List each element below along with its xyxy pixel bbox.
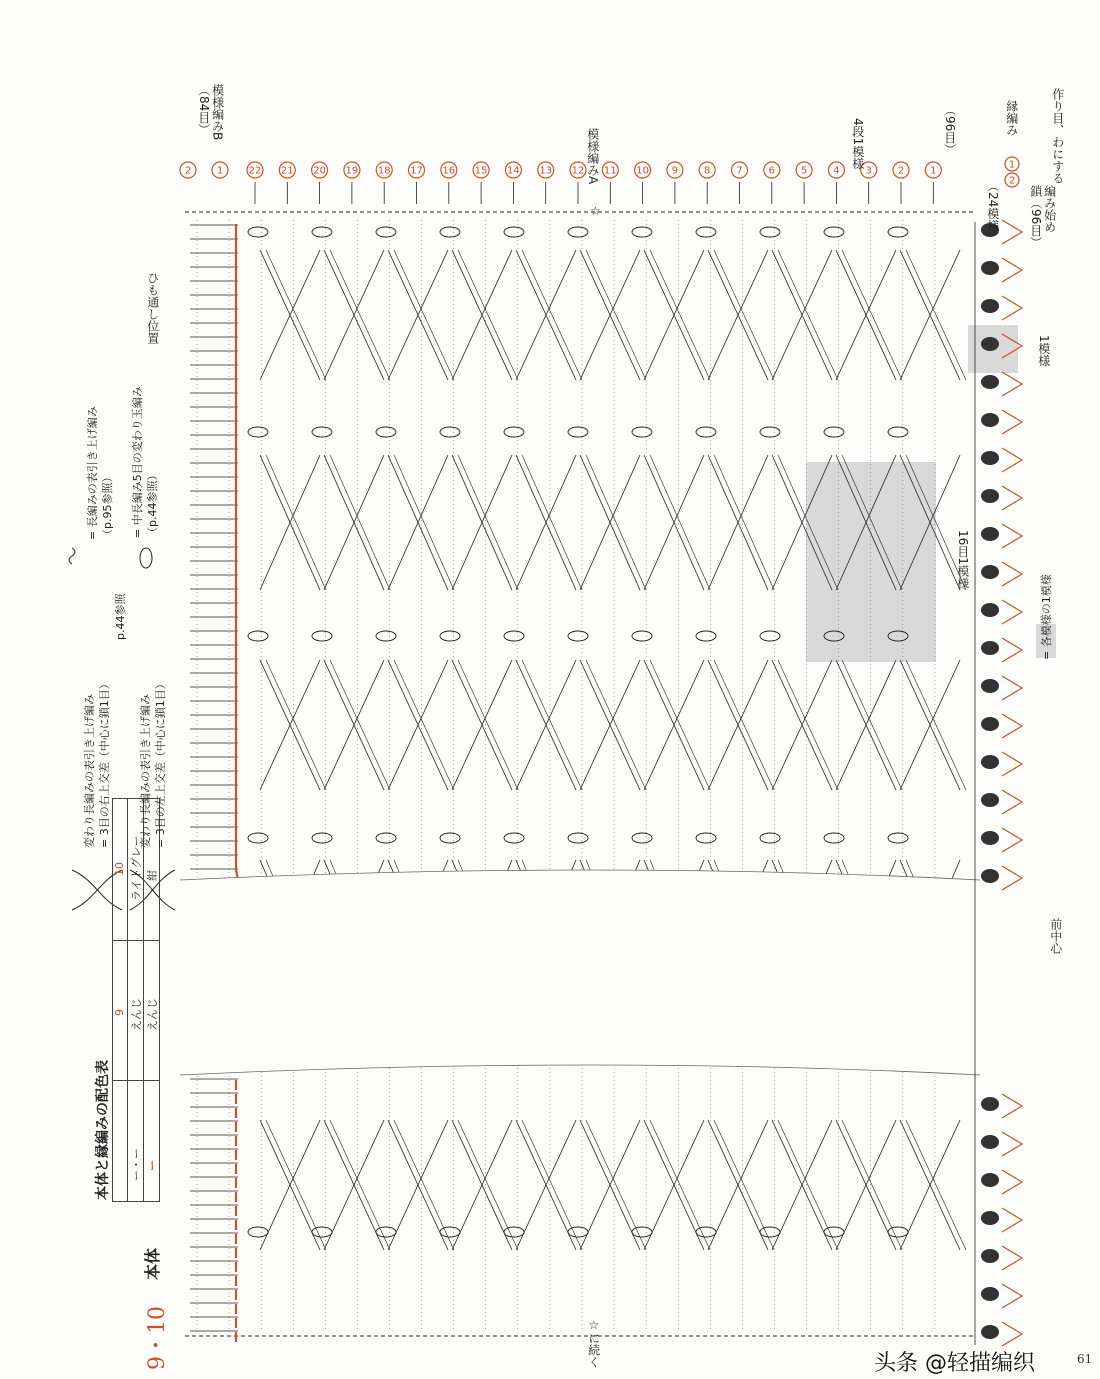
cable-cross [458, 660, 518, 790]
puff-stitch [888, 427, 908, 437]
pattern-number: 9・10 [145, 1306, 170, 1370]
table-col-10: 10 [113, 862, 126, 876]
edge-bobble [981, 565, 999, 579]
cable-cross [650, 1120, 710, 1250]
puff-stitch [504, 1227, 524, 1237]
page-number: 61 [1077, 1352, 1093, 1366]
edge-label: 縁編み [1004, 100, 1019, 136]
cable-cross [778, 1120, 838, 1250]
row-number-text: 14 [507, 165, 520, 177]
edge-note: 作り目、わにする [1050, 88, 1065, 184]
cable-cross [522, 1120, 582, 1250]
edge-row-text: 2 [1008, 175, 1016, 187]
cable-cross [586, 660, 646, 790]
puff-stitch [888, 1227, 908, 1237]
row-number-text: 8 [704, 165, 711, 177]
row-number-text: 10 [636, 165, 649, 177]
edge-bobble [981, 375, 999, 389]
edge-bobble [981, 603, 999, 617]
edge-zigzag [1002, 790, 1022, 814]
post-dc-icon [69, 548, 75, 564]
edge-zigzag [1002, 220, 1022, 244]
edge-zigzag [1002, 258, 1022, 282]
puff-stitch [760, 427, 780, 437]
continue-label: ☆に続く [586, 1318, 601, 1368]
puff-stitch [760, 1227, 780, 1237]
edge-zigzag [1002, 1284, 1022, 1308]
puff-stitch [696, 833, 716, 843]
cable-cross [330, 660, 390, 790]
puff-stitch [696, 1227, 716, 1237]
edge-bobble [981, 679, 999, 693]
puff-stitch [248, 833, 268, 843]
row-number-text: 4 [833, 165, 840, 177]
puff-stitch [440, 427, 460, 437]
row-number-text: 20 [313, 165, 326, 177]
cable-cross [522, 455, 582, 590]
row-number-text: 17 [410, 165, 423, 177]
puff-stitch [312, 227, 332, 237]
edge-zigzag [1002, 1246, 1022, 1270]
puff-stitch [312, 427, 332, 437]
color-table-heading: 本体と縁編みの配色表 [95, 1060, 111, 1200]
puff-stitch [312, 631, 332, 641]
row-number-text: 3 [865, 165, 872, 177]
edge-repeat-label: （24模様） [985, 180, 1000, 244]
row-number-text: 11 [603, 165, 617, 177]
puff-stitch [632, 427, 652, 437]
front-center-label: 前中心 [1048, 918, 1063, 954]
puff-stitch [696, 227, 716, 237]
table-c10-1: ライトグレー [130, 835, 143, 901]
puff-stitch [376, 1227, 396, 1237]
cable-cross [778, 660, 838, 790]
cable-cross [522, 660, 582, 790]
cable-cross [842, 250, 902, 380]
puff-stitch [568, 833, 588, 843]
edge-bobble [981, 1173, 999, 1187]
row-number-text: 7 [736, 165, 743, 177]
puff-stitch [376, 833, 396, 843]
puff-stitch [504, 833, 524, 843]
puff-stitch [824, 227, 844, 237]
edge-bobble [981, 755, 999, 769]
puff-stitch [504, 227, 524, 237]
edge-zigzag [1002, 828, 1022, 852]
cable-cross [266, 1120, 326, 1250]
watermark: 头条 @轻描编织 [874, 1351, 1035, 1376]
puff-stitch [888, 227, 908, 237]
edge-zigzag [1002, 524, 1022, 548]
legend-puff: = 中長編み5目の変わり玉編み （p.44参照） [131, 386, 160, 538]
edge-bobble [981, 1249, 999, 1263]
pattern-b-label: 模様編みB （84目） [196, 84, 225, 141]
legend-cross-left: 変わり長編みの表引き上げ編み = 3目の左上交差（中心に鎖1目） [139, 678, 168, 848]
cable-cross [842, 660, 902, 790]
puff-stitch [248, 631, 268, 641]
cable-cross [586, 1120, 646, 1250]
edge-bobble [981, 1097, 999, 1111]
edge-bobble [981, 489, 999, 503]
puff-stitch [760, 631, 780, 641]
puff-stitch [632, 833, 652, 843]
legend-cross-right: 変わり長編みの表引き上げ編み = 3目の右上交差（中心に鎖1目） [83, 678, 112, 848]
edge-zigzag [1002, 1208, 1022, 1232]
edge-bobble [981, 337, 999, 351]
edge-bobble [981, 641, 999, 655]
edge-zigzag [1002, 1170, 1022, 1194]
puff-stitch [248, 1227, 268, 1237]
cable-cross [906, 250, 966, 380]
one-motif-label: 1模様 [1036, 335, 1051, 367]
edge-zigzag [1002, 486, 1022, 510]
table-c9-2: えんじ [146, 998, 159, 1031]
row-number-text: 9 [671, 165, 679, 177]
cable-cross [330, 250, 390, 380]
cable-cross [394, 1120, 454, 1250]
cable-cross [906, 660, 966, 790]
sixteen-label: 16目1模様 [955, 530, 970, 589]
puff-stitch [632, 1227, 652, 1237]
row-number-text: 5 [800, 165, 808, 177]
cable-cross [522, 250, 582, 380]
puff-stitch [824, 833, 844, 843]
cable-cross [394, 455, 454, 590]
edge-bobble [981, 299, 999, 313]
edge-zigzag [1002, 866, 1022, 890]
edge-zigzag [1002, 296, 1022, 320]
table-key-2: ー [146, 1160, 159, 1171]
star-top: ☆ [590, 204, 601, 218]
puff-stitch [824, 427, 844, 437]
cable-cross [394, 250, 454, 380]
edge-zigzag [1002, 752, 1022, 776]
cable-cross [842, 1120, 902, 1250]
row-number-text: 16 [442, 165, 456, 177]
row-number-text: 2 [184, 165, 192, 177]
puff-stitch [568, 1227, 588, 1237]
cable-cross [714, 1120, 774, 1250]
legend-gray-box: = 各模様の1模様 [1040, 574, 1053, 660]
cable-cross [650, 250, 710, 380]
edge-zigzag [1002, 676, 1022, 700]
edge-bobble [981, 1325, 999, 1339]
edge-bobble [981, 1287, 999, 1301]
section-break [180, 870, 980, 1075]
puff-stitch [632, 631, 652, 641]
cable-cross [458, 455, 518, 590]
row-number-text: 12 [571, 165, 585, 177]
puff-stitch [376, 227, 396, 237]
edge-bobble [981, 527, 999, 541]
cable-cross [714, 455, 774, 590]
puff-stitch [504, 427, 524, 437]
cable-cross [458, 1120, 518, 1250]
cable-cross [330, 455, 390, 590]
row-number-text: 6 [768, 165, 775, 177]
puff-stitch [440, 1227, 460, 1237]
edge-bobble [981, 1135, 999, 1149]
edge-bobble [981, 869, 999, 883]
pattern-title: 本体 [143, 1247, 162, 1280]
puff-stitch [504, 631, 524, 641]
puff-stitch [312, 833, 332, 843]
edge-zigzag [1002, 1132, 1022, 1156]
legend-cross-ref: p.44参照 [114, 593, 127, 640]
puff-icon [140, 548, 152, 568]
puff-stitch [696, 427, 716, 437]
row-number-text: 19 [345, 165, 359, 177]
row-number-text: 18 [377, 165, 391, 177]
edge-zigzag [1002, 600, 1022, 624]
cable-cross [394, 660, 454, 790]
edge-bobble [981, 451, 999, 465]
row-number-text: 15 [474, 165, 488, 177]
puff-stitch [440, 833, 460, 843]
row-number-text: 2 [897, 165, 905, 177]
edge-bobble [981, 261, 999, 275]
puff-stitch [248, 427, 268, 437]
puff-stitch [312, 1227, 332, 1237]
cable-cross [266, 660, 326, 790]
puff-stitch [568, 227, 588, 237]
edge-zigzag [1002, 410, 1022, 434]
stitch-count-label: （96目） [942, 104, 957, 156]
cord-position-label: ひも通し位置 [145, 272, 160, 344]
cable-cross [586, 250, 646, 380]
cable-cross [330, 1120, 390, 1250]
edge-bobble [981, 793, 999, 807]
cable-cross [714, 250, 774, 380]
table-col-9: 9 [113, 1009, 126, 1016]
puff-stitch [888, 833, 908, 843]
color-table [112, 798, 160, 1202]
puff-stitch [376, 427, 396, 437]
table-c9-1: えんじ [130, 998, 143, 1031]
edge-zigzag [1002, 562, 1022, 586]
cable-cross [650, 660, 710, 790]
row-number-text: 21 [280, 165, 294, 177]
cable-cross [714, 660, 774, 790]
puff-stitch [440, 631, 460, 641]
row-number-text: 22 [248, 165, 262, 177]
row-number-text: 1 [216, 165, 224, 177]
cable-cross [266, 455, 326, 590]
puff-stitch [824, 1227, 844, 1237]
edge-zigzag [1002, 372, 1022, 396]
table-key-1: ー・ー [130, 1148, 143, 1181]
row-number-text: 13 [539, 165, 553, 177]
cable-cross [650, 455, 710, 590]
puff-stitch [760, 833, 780, 843]
edge-bobble [981, 413, 999, 427]
edge-zigzag [1002, 1322, 1022, 1346]
legend-post-dc: = 長編みの表引き上げ編み （p.95参照） [86, 406, 115, 540]
puff-stitch [696, 631, 716, 641]
edge-row-text: 1 [1008, 159, 1016, 171]
edge-zigzag [1002, 638, 1022, 662]
edge-bobble [981, 831, 999, 845]
puff-stitch [376, 631, 396, 641]
edge-bobble [981, 1211, 999, 1225]
puff-stitch [248, 227, 268, 237]
cable-cross [458, 250, 518, 380]
edge-zigzag [1002, 1094, 1022, 1118]
pattern-a-label: 模様編みA [585, 128, 600, 185]
puff-stitch [568, 427, 588, 437]
cable-cross [778, 250, 838, 380]
edge-zigzag [1002, 448, 1022, 472]
edge-start-label: 編み始め 鎖（96目） [1028, 185, 1057, 249]
cable-cross [906, 1120, 966, 1250]
table-c10-2: 紺 [146, 870, 159, 881]
row-number-text: 1 [930, 165, 937, 177]
puff-stitch [440, 227, 460, 237]
puff-stitch [568, 631, 588, 641]
edge-bobble [981, 717, 999, 731]
cable-cross [586, 455, 646, 590]
edge-zigzag [1002, 714, 1022, 738]
puff-stitch [632, 227, 652, 237]
puff-stitch [760, 227, 780, 237]
four-rows-label: 4段1模様 [850, 118, 865, 170]
cable-cross [266, 250, 326, 380]
